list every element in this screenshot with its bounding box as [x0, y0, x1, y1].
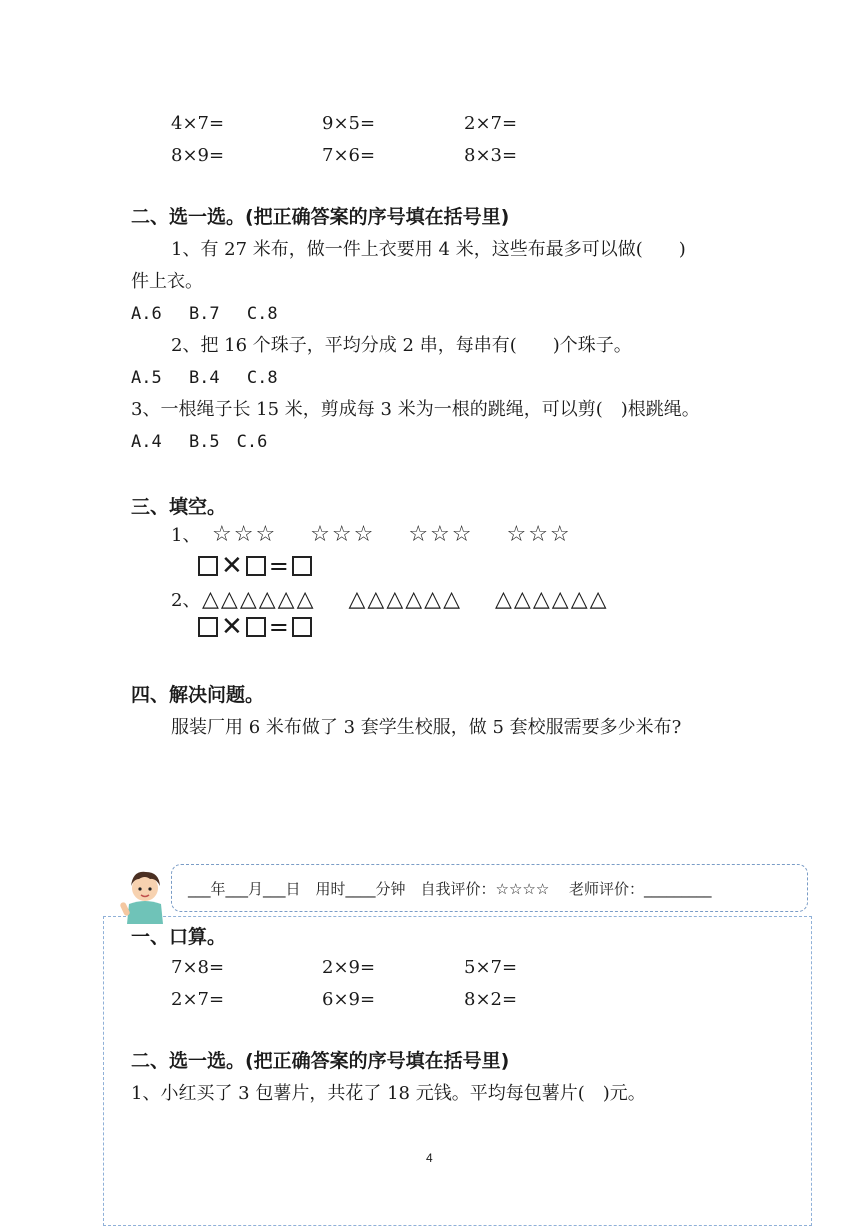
page-number: 4	[426, 1151, 433, 1165]
question-2-options: A.5 B.4 C.8	[131, 368, 278, 388]
question-3: 3、一根绳子长 15 米，剪成每 3 米为一根的跳绳，可以剪( )根跳绳。	[131, 399, 700, 420]
record-header-text: ___年___月___日 用时____分钟 自我评价：☆☆☆☆ 老师评价：_________	[188, 880, 712, 898]
section-heading-choice-2: 二、选一选。(把正确答案的序号填在括号里)	[131, 1050, 510, 1072]
answer-box[interactable]	[198, 617, 218, 637]
question-1-line2: 件上衣。	[131, 271, 203, 292]
equation-template-2	[198, 614, 312, 640]
arith-cell: 4×7=	[171, 113, 225, 134]
arith-cell: 5×7=	[464, 957, 518, 978]
arith-cell: 8×9=	[171, 145, 225, 166]
answer-box[interactable]	[292, 617, 312, 637]
arith-cell: 8×3=	[464, 145, 518, 166]
times-sign: ✕	[221, 551, 243, 581]
answer-box[interactable]	[246, 617, 266, 637]
arith-cell: 7×6=	[322, 145, 376, 166]
times-sign: ✕	[221, 612, 243, 642]
answer-box[interactable]	[198, 556, 218, 576]
triangle-groups: △△△△△△ △△△△△△ △△△△△△	[202, 587, 609, 612]
section-heading-fill: 三、填空。	[131, 496, 227, 518]
arith-cell: 8×2=	[464, 989, 518, 1010]
section-heading-mental-math: 一、口算。	[131, 926, 227, 948]
question-1-line1: 1、有 27 米布，做一件上衣要用 4 米，这些布最多可以做( )	[171, 239, 686, 260]
question-1-options: A.6 B.7 C.8	[131, 304, 278, 324]
question-2: 2、把 16 个珠子，平均分成 2 串，每串有( )个珠子。	[171, 335, 632, 356]
equation-template-1	[198, 553, 312, 579]
section-heading-problem: 四、解决问题。	[131, 684, 265, 706]
question-s2-1: 1、小红买了 3 包薯片，共花了 18 元钱。平均每包薯片( )元。	[131, 1083, 646, 1104]
arith-cell: 2×9=	[322, 957, 376, 978]
arith-cell: 7×8=	[171, 957, 225, 978]
answer-box[interactable]	[246, 556, 266, 576]
arith-cell: 6×9=	[322, 989, 376, 1010]
record-header-bar	[171, 864, 808, 912]
arith-cell: 9×5=	[322, 113, 376, 134]
star-groups: ☆☆☆ ☆☆☆ ☆☆☆ ☆☆☆	[212, 522, 572, 547]
question-3-options: A.4 B.5 C.6	[131, 432, 268, 452]
fill-2-label: 2、	[171, 590, 201, 611]
section-heading-choice: 二、选一选。(把正确答案的序号填在括号里)	[131, 206, 510, 228]
fill-1-label: 1、	[171, 525, 201, 546]
answer-box[interactable]	[292, 556, 312, 576]
word-problem: 服装厂用 6 米布做了 3 套学生校服，做 5 套校服需要多少米布?	[171, 717, 682, 738]
cartoon-boy-image	[115, 864, 175, 924]
arith-cell: 2×7=	[464, 113, 518, 134]
equals-sign: =	[268, 613, 289, 641]
arith-cell: 2×7=	[171, 989, 225, 1010]
equals-sign: =	[268, 552, 289, 580]
